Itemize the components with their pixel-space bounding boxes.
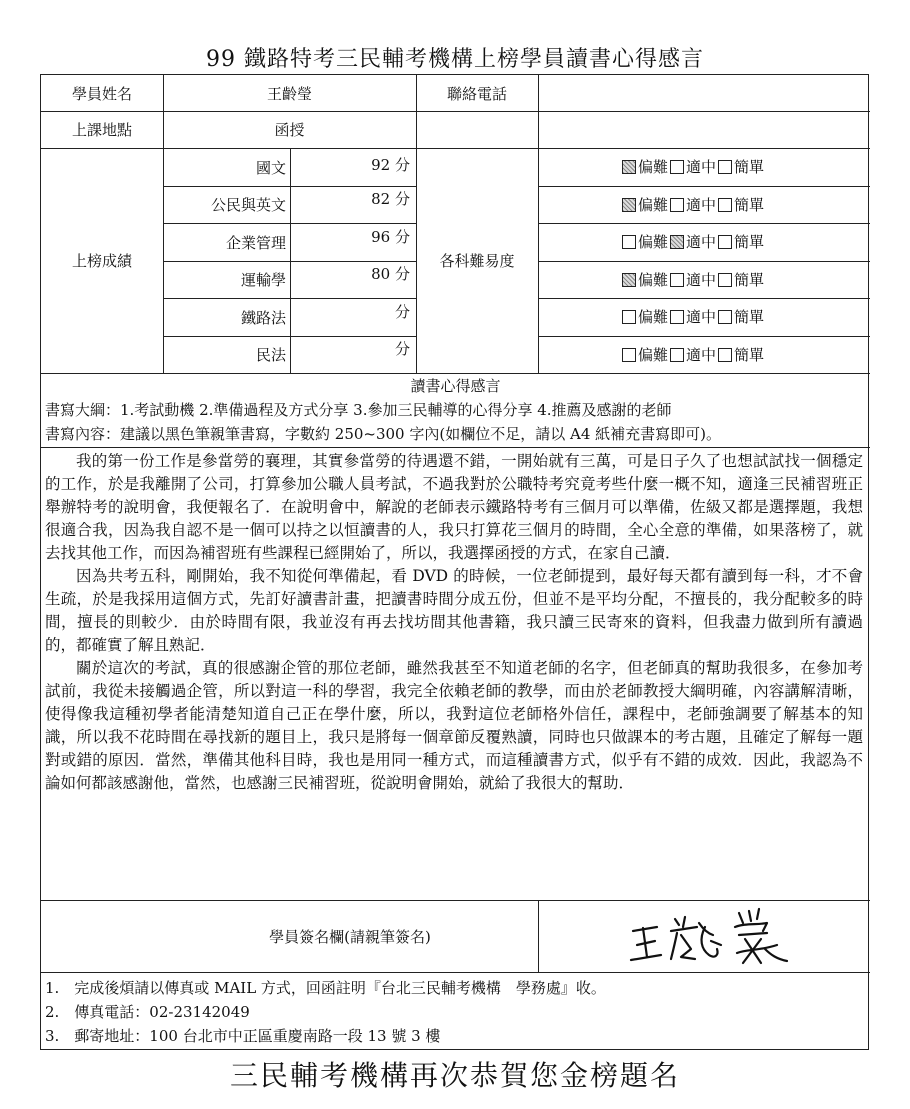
- handwritten-signature: [627, 905, 797, 973]
- subject-score: 96 分: [371, 228, 410, 246]
- difficulty-options: [622, 269, 766, 290]
- note-item: 1. 完成後煩請以傳真或 MAIL 方式，回函註明『台北三民輔考機構 學務處』收。: [45, 979, 606, 997]
- difficulty-checkbox[interactable]: [622, 198, 636, 212]
- subject-name: 公民與英文: [210, 196, 286, 214]
- subject-score: 分: [394, 340, 410, 358]
- difficulty-checkbox[interactable]: [718, 235, 732, 249]
- essay-body: [45, 450, 863, 795]
- name-label: 學員姓名: [71, 84, 132, 103]
- difficulty-option-label: 適中: [686, 271, 717, 289]
- difficulty-checkbox[interactable]: [718, 198, 732, 212]
- difficulty-option-label: 偏難: [638, 271, 669, 289]
- difficulty-option-label: 適中: [686, 196, 717, 214]
- difficulty-checkbox[interactable]: [622, 273, 636, 287]
- difficulty-options: [622, 231, 766, 252]
- essay-paragraph: 關於這次的考試，真的很感謝企管的那位老師，雖然我甚至不知道老師的名字，但老師真的幫助我很多，在參加考試前，我從未接觸過企管，所以對這一科的學習，我完全依賴老師的教學，而由於老師教授大綱明確，內容講解清晰，使得像我這種初學者能清楚知道自己正在學什麼，所以，我對這位老師格外信任，課程中，老師強調要了解基本的知識，所以我不花時間在尋找新的題目上，我只是將每一個章節反覆熟讀，同時也只做課本的考古題，且確定了解每一題對或錯的原因．當然，準備其他科目時，我也是用同一種方式，而這種讀書方式，似乎有不錯的成效．因此，我認為不論如何都該感謝他，當然，也感謝三民補習班，從說明會開始，就給了我很大的幫助．: [45, 659, 863, 792]
- name-value: 王齡瑩: [266, 84, 312, 103]
- difficulty-option-label: 偏難: [638, 346, 669, 364]
- difficulty-checkbox[interactable]: [670, 273, 684, 287]
- difficulty-label: 各科難易度: [439, 252, 515, 270]
- essay-paragraph: 因為共考五科，剛開始，我不知從何準備起，看 DVD 的時候，一位老師提到，最好每天都有讀到每一科，才不會生疏，於是我採用這個方式，先訂好讀書計畫，把讀書時間分成五份，但並不是平均分配，不擅長的，我分配較多的時間，擅長的則較少．由於時間有限，我並沒有再去找坊間其他書籍，我只讀三民寄來的資料，但我盡力做到所有讀過的，都確實了解且熟記．: [45, 567, 863, 654]
- subject-score: 80 分: [371, 265, 410, 283]
- difficulty-checkbox[interactable]: [670, 310, 684, 324]
- difficulty-checkbox[interactable]: [622, 310, 636, 324]
- difficulty-checkbox[interactable]: [622, 348, 636, 362]
- phone-value: [538, 75, 870, 111]
- difficulty-option-label: 簡單: [734, 196, 765, 214]
- difficulty-option-label: 偏難: [638, 196, 669, 214]
- guide-outline: 書寫大綱：1.考試動機 2.準備過程及方式分享 3.參加三民輔導的心得分享 4.推薦及感謝的老師: [45, 401, 672, 419]
- difficulty-checkbox[interactable]: [670, 198, 684, 212]
- subject-score: 分: [394, 303, 410, 321]
- difficulty-option-label: 偏難: [638, 233, 669, 251]
- location-value: 函授: [274, 121, 305, 139]
- guide-content: 書寫內容：建議以黑色筆親筆書寫，字數約 250~300 字內(如欄位不足，請以 A4 紙補充書寫即可)。: [45, 425, 721, 443]
- testimonial-form: [40, 74, 869, 1050]
- difficulty-options: [622, 306, 766, 327]
- difficulty-option-label: 簡單: [734, 308, 765, 326]
- difficulty-options: [622, 344, 766, 365]
- essay-paragraph: 我的第一份工作是參當勞的襄理，其實參當勞的待遇還不錯，一開始就有三萬，可是日子久了也想試試找一個穩定的工作，於是我離開了公司，打算參加公職人員考試，不過我對於公職特考究竟考些什麼一概不知，適逢三民補習班正舉辦特考的說明會，我便報名了．在說明會中，解說的老師表示鐵路特考有三個月可以準備，佐級又都是選擇題，我想很適合我，因為我自認不是一個可以持之以恒讀書的人，我只打算花三個月的時間，全心全意的準備，如果落榜了，就去找其他工作，而因為補習班有些課程已經開始了，所以，我選擇函授的方式，在家自己讀．: [45, 452, 863, 562]
- difficulty-checkbox[interactable]: [622, 160, 636, 174]
- difficulty-option-label: 偏難: [638, 308, 669, 326]
- difficulty-option-label: 適中: [686, 346, 717, 364]
- difficulty-checkbox[interactable]: [718, 273, 732, 287]
- subject-score: 92 分: [371, 156, 410, 174]
- difficulty-option-label: 偏難: [638, 158, 669, 176]
- note-item: 2. 傳真電話：02-23142049: [45, 1003, 250, 1021]
- subject-name: 企業管理: [225, 233, 286, 252]
- signature-label: 學員簽名欄(請親筆簽名): [269, 927, 431, 946]
- difficulty-option-label: 適中: [686, 158, 717, 176]
- scores-label: 上榜成績: [71, 252, 132, 270]
- subject-name: 國文: [255, 158, 286, 177]
- note-item: 3. 郵寄地址：100 台北市中正區重慶南路一段 13 號 3 樓: [45, 1027, 441, 1045]
- closing-message: 三民輔考機構再次恭賀您金榜題名: [229, 1059, 680, 1092]
- difficulty-checkbox[interactable]: [670, 160, 684, 174]
- difficulty-option-label: 簡單: [734, 233, 765, 251]
- difficulty-checkbox[interactable]: [718, 348, 732, 362]
- difficulty-checkbox[interactable]: [670, 235, 684, 249]
- difficulty-option-label: 簡單: [734, 346, 765, 364]
- form-title: 99 鐵路特考三民輔考機構上榜學員讀書心得感言: [206, 47, 704, 72]
- difficulty-checkbox[interactable]: [718, 160, 732, 174]
- difficulty-option-label: 適中: [686, 233, 717, 251]
- location-label: 上課地點: [71, 121, 132, 139]
- guide-title: 讀書心得感言: [410, 377, 501, 395]
- difficulty-checkbox[interactable]: [718, 310, 732, 324]
- subject-name: 民法: [255, 346, 286, 364]
- phone-label: 聯絡電話: [446, 84, 507, 103]
- difficulty-options: [622, 194, 766, 215]
- difficulty-option-label: 適中: [686, 308, 717, 326]
- difficulty-checkbox[interactable]: [622, 235, 636, 249]
- difficulty-checkbox[interactable]: [670, 348, 684, 362]
- difficulty-options: [622, 156, 766, 177]
- subject-score: 82 分: [371, 190, 410, 208]
- subject-name: 鐵路法: [240, 308, 286, 327]
- subject-name: 運輸學: [240, 271, 286, 289]
- difficulty-option-label: 簡單: [734, 158, 765, 176]
- difficulty-option-label: 簡單: [734, 271, 765, 289]
